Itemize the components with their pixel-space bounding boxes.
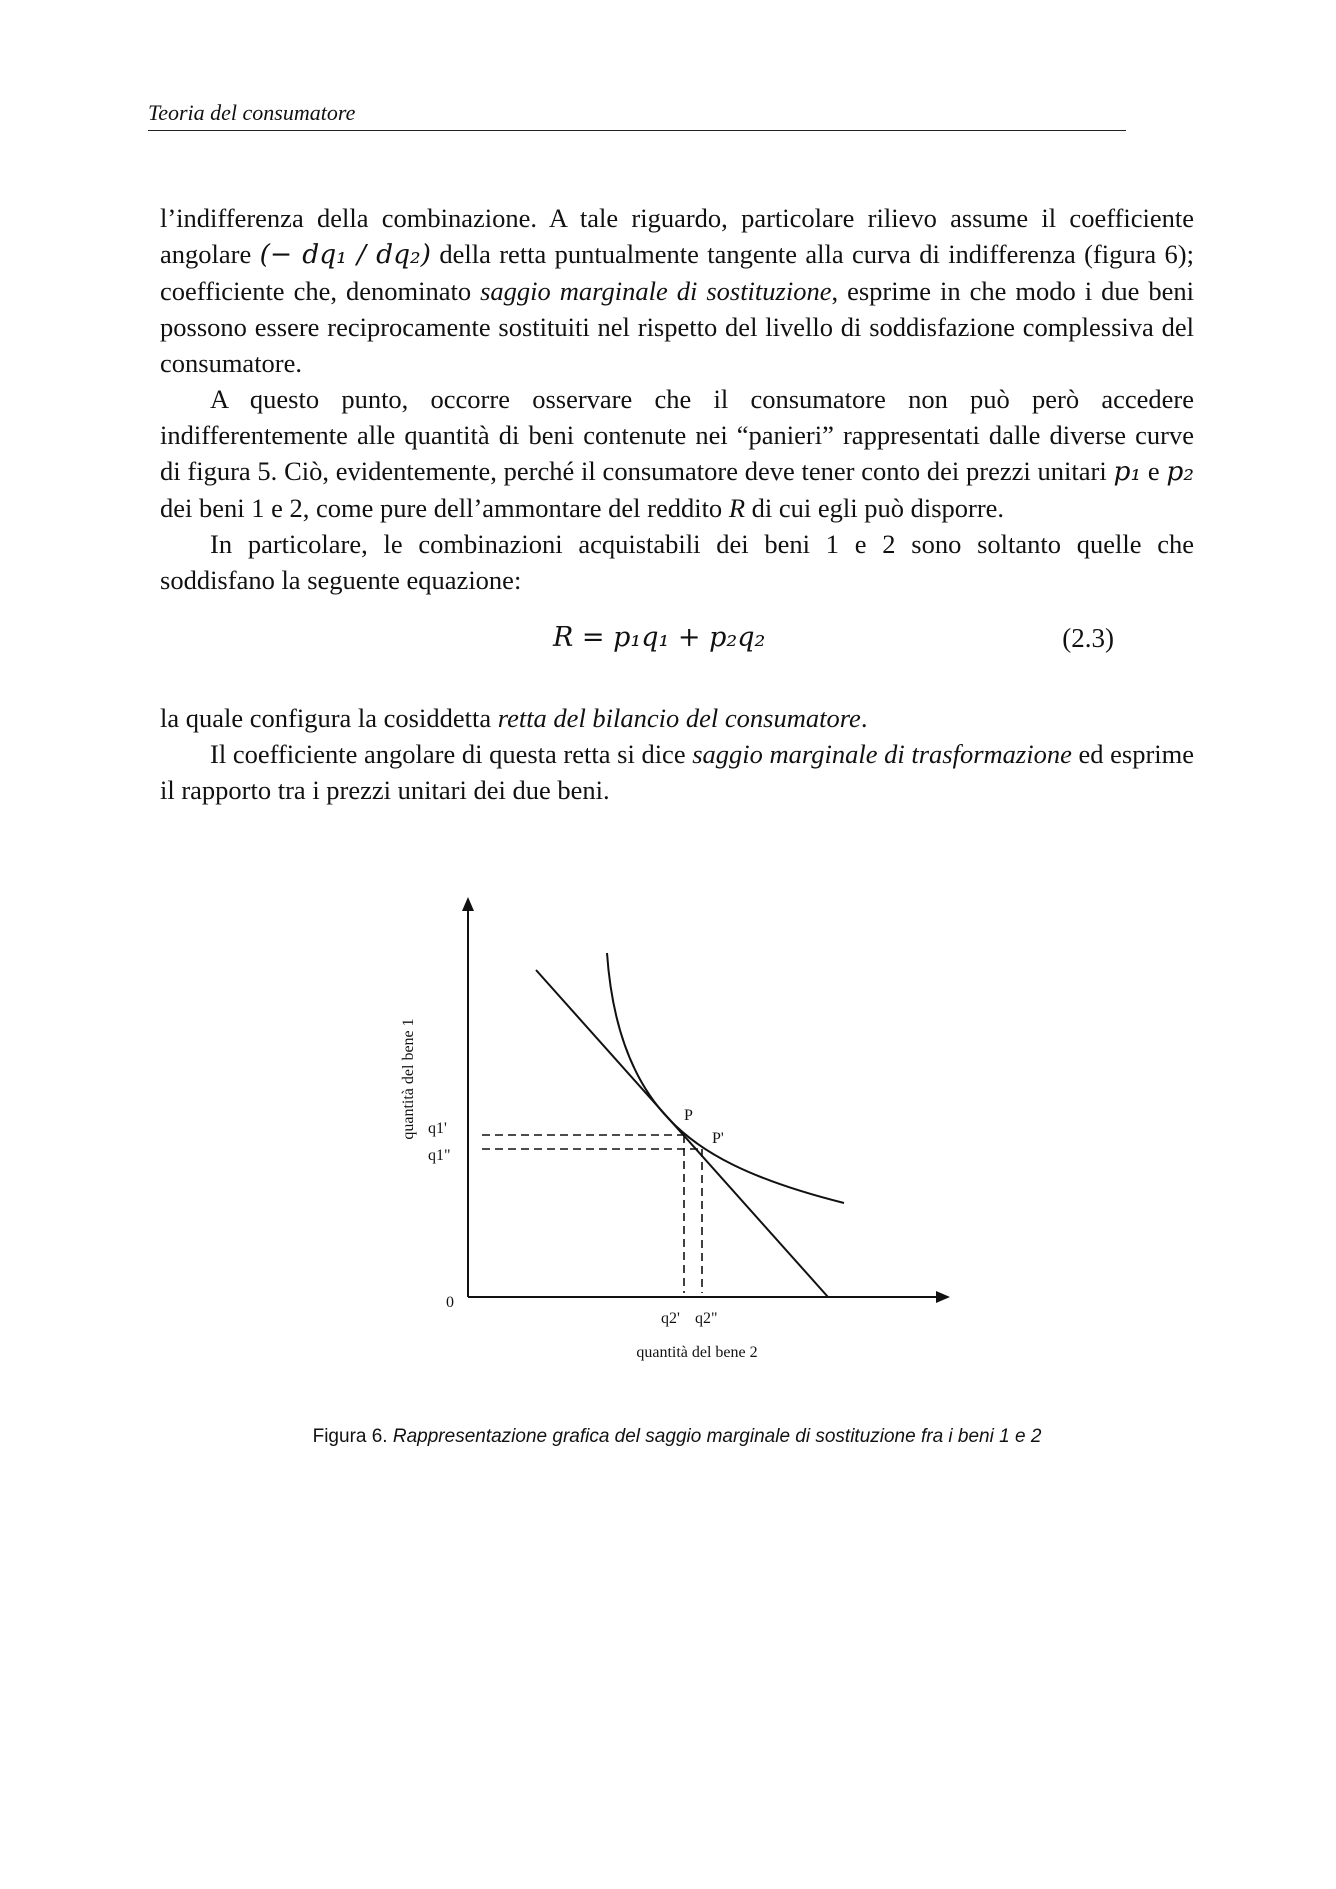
mrs-diagram (400, 895, 960, 1375)
p1-text-2: della retta puntualmente tangente alla curva di indifferenza (figura 6); coefficiente che, denominato (160, 239, 1194, 306)
caption-text: Rappresentazione grafica del saggio marginale di sostituzione fra i beni 1 e 2 (392, 1426, 1042, 1447)
origin-label: 0 (446, 1294, 454, 1311)
p1-text-1: l’indifferenza della combinazione. A tale riguardo, particolare rilievo assume il coefficiente angolare (160, 203, 1194, 269)
q1-prime-label: q1' (428, 1120, 447, 1137)
equation-row (160, 598, 1194, 700)
x-axis-label: quantità del bene 2 (636, 1344, 758, 1361)
p2-text-3: dei beni 1 e 2, come pure dell’ammontare del reddito (160, 493, 729, 523)
p2-text-4: di cui egli può disporre. (745, 493, 1005, 523)
caption-label: Figura 6. (312, 1426, 393, 1447)
p2-text-2: e (1141, 456, 1167, 486)
paragraph-5 (160, 736, 1194, 808)
income-r: R (728, 493, 745, 523)
p4-text-2: . (860, 703, 868, 733)
budget-equation: R = p₁q₁ + p₂q₂ (553, 622, 766, 653)
p5-text-1: Il coefficiente angolare di questa retta si dice (210, 739, 693, 769)
budget-line (536, 970, 828, 1297)
body-text (160, 200, 1194, 808)
figure-caption (160, 1426, 1194, 1448)
q2-prime-label: q2' (661, 1310, 680, 1327)
indifference-curve (607, 953, 844, 1203)
x-axis-arrow-icon (936, 1291, 950, 1303)
formula-dq1-dq2: (− dq₁ / dq₂) (259, 239, 431, 270)
paragraph-1 (160, 200, 1194, 381)
paragraph-3: In particolare, le combinazioni acquistabili dei beni 1 e 2 sono soltanto quelle che soddisfano la seguente equazione: (160, 529, 1194, 595)
term-retta-bilancio: retta del bilancio del consumatore (497, 703, 861, 733)
y-axis-arrow-icon (462, 897, 474, 911)
point-p-label: P (684, 1107, 693, 1124)
p2-text-1: A questo punto, occorre osservare che il consumatore non può però accedere indifferentemente alle quantità di beni contenute nei “panieri” rappresentati dalle diverse curve di figura 5. Ciò, evidentemente, perché il consumatore deve tener conto dei prezzi unitari (160, 384, 1194, 486)
paragraph-4 (160, 700, 1194, 736)
paragraph-2 (160, 381, 1194, 526)
y-axis-label: quantità del bene 1 (400, 1018, 417, 1140)
q2-double-label: q2" (695, 1310, 718, 1327)
price-p2: p₂ (1166, 456, 1194, 487)
running-head: Teoria del consumatore (148, 100, 1126, 131)
term-saggio-trasformazione: saggio marginale di trasformazione (692, 739, 1072, 769)
equation-number: (2.3) (1062, 623, 1114, 653)
price-p1: p₁ (1113, 456, 1142, 487)
term-saggio-sostituzione: saggio marginale di sostituzione (480, 276, 832, 306)
p5-text-2: ed esprime il rapporto tra i prezzi unitari dei due beni. (160, 739, 1194, 805)
q1-double-label: q1" (428, 1147, 451, 1164)
point-p-prime-label: P' (712, 1130, 724, 1147)
p1-text-3: , esprime in che modo i due beni possono essere reciprocamente sostituiti nel rispetto del livello di soddisfazione complessiva del consumatore. (160, 276, 1194, 378)
p4-text-1: la quale configura la cosiddetta (160, 703, 498, 733)
figure-6 (400, 895, 960, 1375)
